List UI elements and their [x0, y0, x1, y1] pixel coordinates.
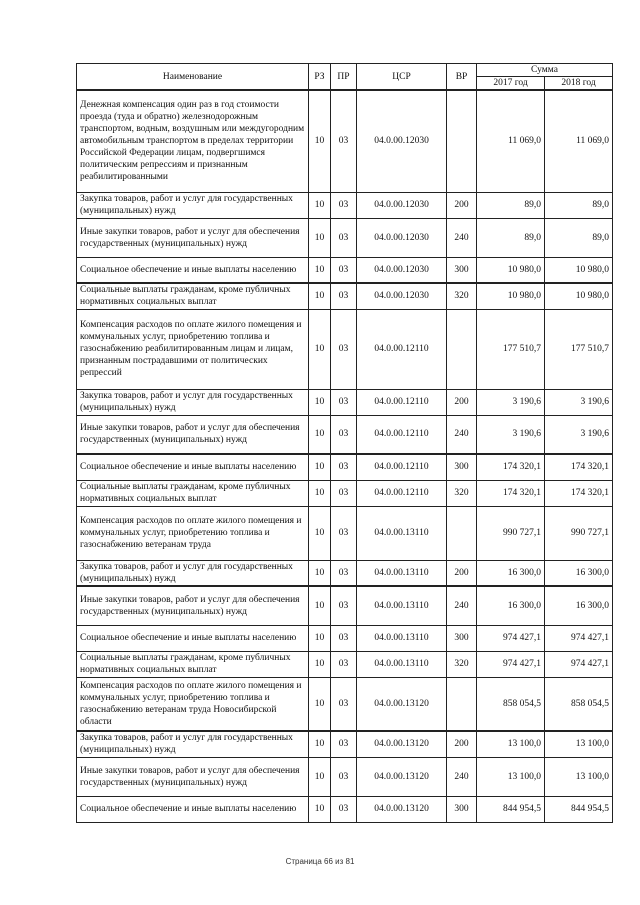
row-name: Закупка товаров, работ и услуг для государственных (муниципальных) нужд [77, 389, 309, 415]
row-pr: 03 [331, 731, 357, 757]
row-rz: 10 [309, 218, 331, 257]
row-rz: 10 [309, 389, 331, 415]
row-sum-2017: 10 980,0 [477, 257, 545, 283]
row-sum-2017: 13 100,0 [477, 731, 545, 757]
row-sum-2018: 13 100,0 [545, 731, 613, 757]
row-vr: 300 [447, 257, 477, 283]
row-vr [447, 90, 477, 192]
row-pr: 03 [331, 651, 357, 677]
row-csr: 04.0.00.12030 [357, 90, 447, 192]
row-sum-2017: 844 954,5 [477, 796, 545, 822]
row-pr: 03 [331, 257, 357, 283]
row-name: Компенсация расходов по оплате жилого помещения и коммунальных услуг, приобретению топлива и газоснабжению ветеранам труда [77, 506, 309, 560]
row-csr: 04.0.00.13110 [357, 651, 447, 677]
row-csr: 04.0.00.13110 [357, 586, 447, 625]
row-vr: 200 [447, 192, 477, 218]
row-csr: 04.0.00.12110 [357, 309, 447, 389]
row-sum-2018: 89,0 [545, 192, 613, 218]
row-pr: 03 [331, 283, 357, 309]
row-name: Социальные выплаты гражданам, кроме публичных нормативных социальных выплат [77, 651, 309, 677]
row-sum-2017: 3 190,6 [477, 389, 545, 415]
row-csr: 04.0.00.12030 [357, 192, 447, 218]
row-vr: 240 [447, 415, 477, 454]
row-vr: 240 [447, 218, 477, 257]
row-csr: 04.0.00.12030 [357, 283, 447, 309]
row-vr: 240 [447, 586, 477, 625]
row-rz: 10 [309, 309, 331, 389]
row-name: Иные закупки товаров, работ и услуг для обеспечения государственных (муниципальных) нужд [77, 218, 309, 257]
row-name: Иные закупки товаров, работ и услуг для обеспечения государственных (муниципальных) нужд [77, 415, 309, 454]
budget-table [76, 63, 613, 823]
row-rz: 10 [309, 283, 331, 309]
header-vr: ВР [447, 64, 477, 91]
row-name: Закупка товаров, работ и услуг для государственных (муниципальных) нужд [77, 560, 309, 586]
row-vr: 320 [447, 283, 477, 309]
row-name: Социальное обеспечение и иные выплаты населению [77, 257, 309, 283]
row-csr: 04.0.00.12030 [357, 218, 447, 257]
row-vr: 200 [447, 389, 477, 415]
row-vr: 300 [447, 454, 477, 480]
row-rz: 10 [309, 677, 331, 731]
row-pr: 03 [331, 506, 357, 560]
table-row [77, 309, 613, 389]
row-rz: 10 [309, 192, 331, 218]
row-sum-2018: 858 054,5 [545, 677, 613, 731]
table-row [77, 218, 613, 257]
header-year-2018: 2018 год [545, 77, 613, 91]
row-name: Иные закупки товаров, работ и услуг для обеспечения государственных (муниципальных) нужд [77, 586, 309, 625]
table-row [77, 560, 613, 586]
row-name: Социальные выплаты гражданам, кроме публичных нормативных социальных выплат [77, 480, 309, 506]
row-name: Социальное обеспечение и иные выплаты населению [77, 625, 309, 651]
page-number: Страница 66 из 81 [285, 857, 355, 866]
row-pr: 03 [331, 90, 357, 192]
row-pr: 03 [331, 757, 357, 796]
row-pr: 03 [331, 192, 357, 218]
row-sum-2018: 174 320,1 [545, 454, 613, 480]
table-row [77, 454, 613, 480]
row-vr: 320 [447, 480, 477, 506]
header-rz: РЗ [309, 64, 331, 91]
row-pr: 03 [331, 415, 357, 454]
row-sum-2018: 89,0 [545, 218, 613, 257]
table-row [77, 480, 613, 506]
row-name: Закупка товаров, работ и услуг для государственных (муниципальных) нужд [77, 731, 309, 757]
table-row [77, 731, 613, 757]
row-sum-2017: 974 427,1 [477, 651, 545, 677]
row-sum-2017: 177 510,7 [477, 309, 545, 389]
row-csr: 04.0.00.13110 [357, 560, 447, 586]
row-csr: 04.0.00.12030 [357, 257, 447, 283]
table-row [77, 757, 613, 796]
table-row [77, 651, 613, 677]
row-sum-2017: 858 054,5 [477, 677, 545, 731]
row-pr: 03 [331, 218, 357, 257]
row-name: Социальное обеспечение и иные выплаты населению [77, 454, 309, 480]
row-pr: 03 [331, 454, 357, 480]
row-rz: 10 [309, 454, 331, 480]
row-name: Закупка товаров, работ и услуг для государственных (муниципальных) нужд [77, 192, 309, 218]
row-sum-2017: 11 069,0 [477, 90, 545, 192]
row-csr: 04.0.00.13120 [357, 731, 447, 757]
row-sum-2018: 10 980,0 [545, 283, 613, 309]
row-sum-2018: 3 190,6 [545, 415, 613, 454]
row-rz: 10 [309, 757, 331, 796]
table-body [77, 90, 613, 822]
row-vr: 200 [447, 560, 477, 586]
row-pr: 03 [331, 560, 357, 586]
row-rz: 10 [309, 731, 331, 757]
row-vr [447, 677, 477, 731]
row-vr: 300 [447, 625, 477, 651]
header-year-2017: 2017 год [477, 77, 545, 91]
table-row [77, 586, 613, 625]
row-sum-2018: 974 427,1 [545, 651, 613, 677]
row-csr: 04.0.00.13110 [357, 625, 447, 651]
row-rz: 10 [309, 480, 331, 506]
row-vr: 320 [447, 651, 477, 677]
row-pr: 03 [331, 480, 357, 506]
row-pr: 03 [331, 796, 357, 822]
table-row [77, 625, 613, 651]
row-sum-2017: 3 190,6 [477, 415, 545, 454]
table-header [77, 64, 613, 91]
row-sum-2017: 89,0 [477, 218, 545, 257]
row-rz: 10 [309, 257, 331, 283]
row-sum-2018: 3 190,6 [545, 389, 613, 415]
row-csr: 04.0.00.12110 [357, 480, 447, 506]
table-row [77, 796, 613, 822]
row-csr: 04.0.00.13120 [357, 677, 447, 731]
header-pr: ПР [331, 64, 357, 91]
row-pr: 03 [331, 677, 357, 731]
table-row [77, 389, 613, 415]
row-vr [447, 309, 477, 389]
row-pr: 03 [331, 309, 357, 389]
row-sum-2017: 174 320,1 [477, 454, 545, 480]
row-rz: 10 [309, 651, 331, 677]
row-sum-2017: 13 100,0 [477, 757, 545, 796]
row-vr [447, 506, 477, 560]
row-sum-2018: 11 069,0 [545, 90, 613, 192]
row-name: Иные закупки товаров, работ и услуг для обеспечения государственных (муниципальных) нужд [77, 757, 309, 796]
row-csr: 04.0.00.13120 [357, 796, 447, 822]
row-csr: 04.0.00.13110 [357, 506, 447, 560]
row-name: Социальное обеспечение и иные выплаты населению [77, 796, 309, 822]
row-sum-2018: 10 980,0 [545, 257, 613, 283]
row-rz: 10 [309, 586, 331, 625]
table-row [77, 90, 613, 192]
row-vr: 300 [447, 796, 477, 822]
row-csr: 04.0.00.12110 [357, 454, 447, 480]
row-sum-2018: 974 427,1 [545, 625, 613, 651]
row-sum-2018: 13 100,0 [545, 757, 613, 796]
row-sum-2018: 174 320,1 [545, 480, 613, 506]
row-name: Социальные выплаты гражданам, кроме публичных нормативных социальных выплат [77, 283, 309, 309]
row-sum-2018: 177 510,7 [545, 309, 613, 389]
row-sum-2018: 16 300,0 [545, 560, 613, 586]
row-name: Денежная компенсация один раз в год стоимости проезда (туда и обратно) железнодорожным транспортом, водным, воздушным или междугородним автомобильным транспортом в пределах территории Российской Федерации лицам, подвергшимся политическим репрессиям и признанным реабилитированными [77, 90, 309, 192]
row-sum-2017: 89,0 [477, 192, 545, 218]
row-rz: 10 [309, 506, 331, 560]
header-sum: Сумма [477, 64, 613, 77]
row-sum-2018: 844 954,5 [545, 796, 613, 822]
row-sum-2018: 990 727,1 [545, 506, 613, 560]
row-rz: 10 [309, 560, 331, 586]
header-name: Наименование [77, 64, 309, 91]
table-row [77, 257, 613, 283]
row-sum-2017: 16 300,0 [477, 560, 545, 586]
table-row [77, 677, 613, 731]
table-row [77, 192, 613, 218]
row-rz: 10 [309, 796, 331, 822]
row-name: Компенсация расходов по оплате жилого помещения и коммунальных услуг, приобретению топлива и газоснабжению ветеранам труда Новосибирской области [77, 677, 309, 731]
row-sum-2017: 174 320,1 [477, 480, 545, 506]
row-sum-2017: 974 427,1 [477, 625, 545, 651]
row-rz: 10 [309, 625, 331, 651]
header-csr: ЦСР [357, 64, 447, 91]
row-rz: 10 [309, 90, 331, 192]
row-rz: 10 [309, 415, 331, 454]
row-sum-2017: 10 980,0 [477, 283, 545, 309]
row-sum-2018: 16 300,0 [545, 586, 613, 625]
row-sum-2017: 990 727,1 [477, 506, 545, 560]
row-vr: 200 [447, 731, 477, 757]
row-csr: 04.0.00.13120 [357, 757, 447, 796]
table-row [77, 506, 613, 560]
row-vr: 240 [447, 757, 477, 796]
row-sum-2017: 16 300,0 [477, 586, 545, 625]
table-row [77, 415, 613, 454]
row-pr: 03 [331, 389, 357, 415]
row-csr: 04.0.00.12110 [357, 415, 447, 454]
row-pr: 03 [331, 625, 357, 651]
row-name: Компенсация расходов по оплате жилого помещения и коммунальных услуг, приобретению топлива и газоснабжению реабилитированным лицам и лицам, признанным пострадавшими от политических репрессий [77, 309, 309, 389]
row-pr: 03 [331, 586, 357, 625]
row-csr: 04.0.00.12110 [357, 389, 447, 415]
table-row [77, 283, 613, 309]
